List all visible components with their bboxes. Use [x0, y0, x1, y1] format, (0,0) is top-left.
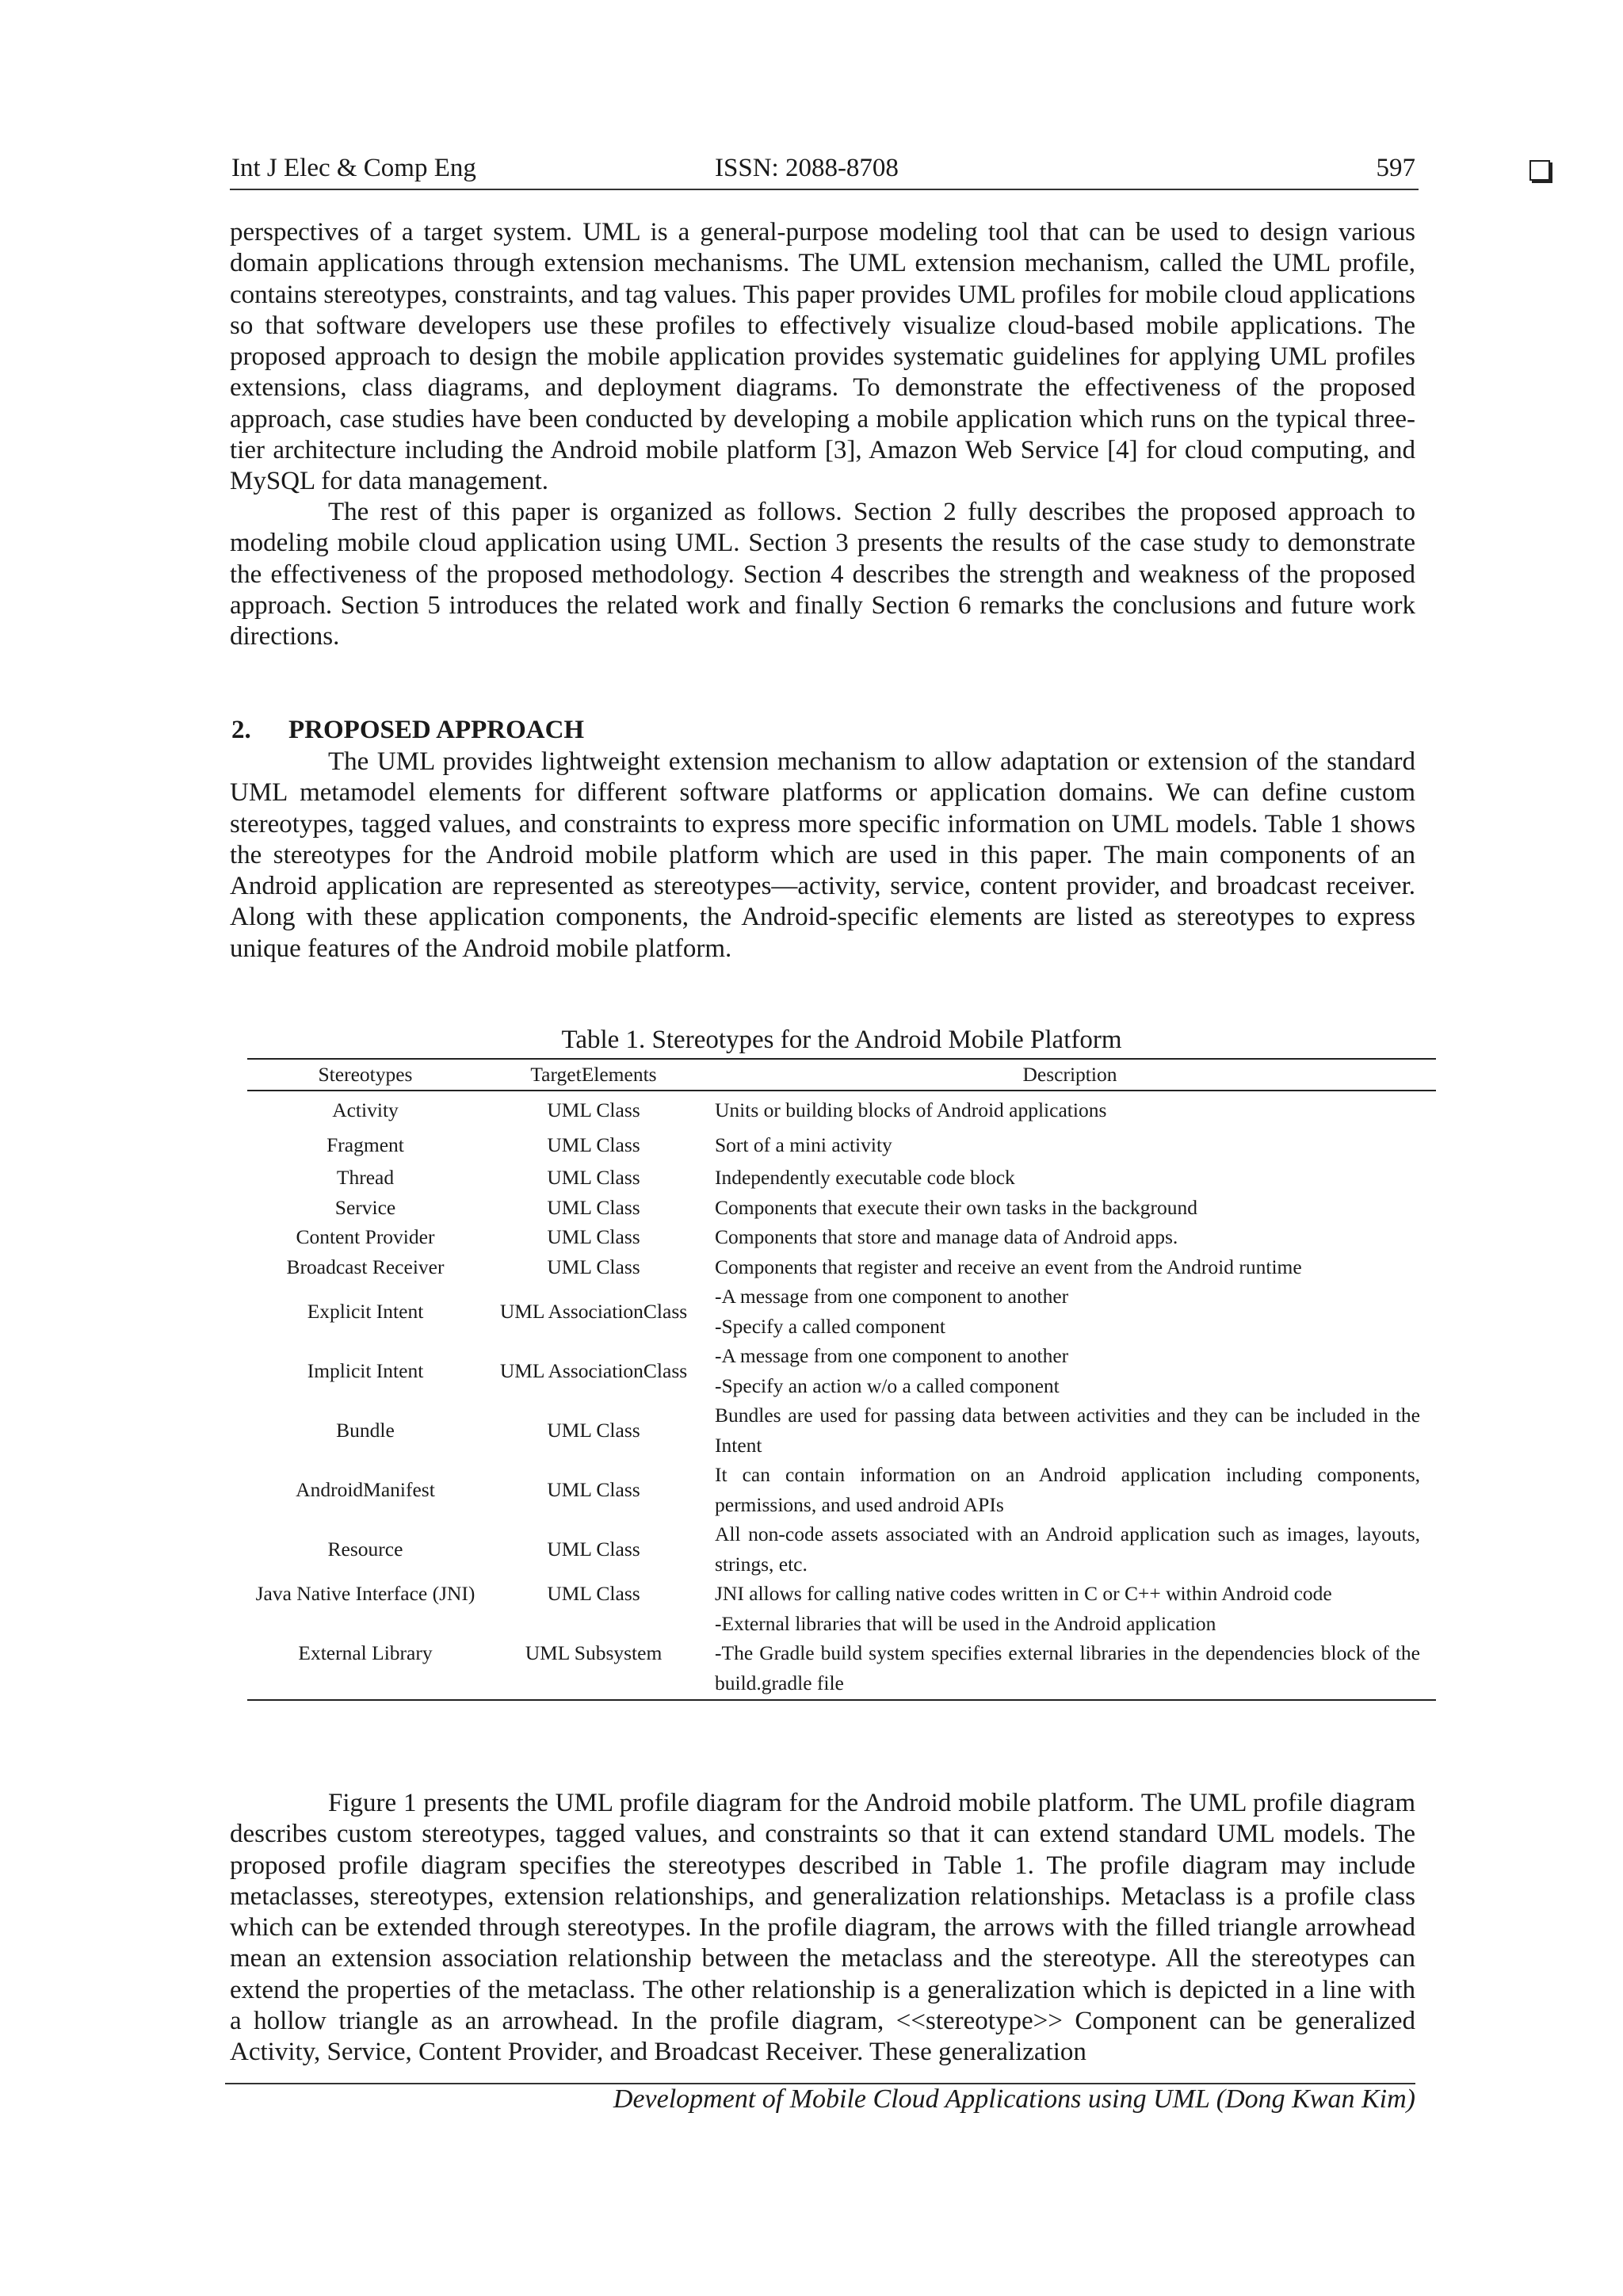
page-header — [230, 152, 1419, 190]
description-cell — [704, 1163, 1436, 1193]
target-element-cell: UML AssociationClass — [499, 1299, 688, 1323]
column-header: TargetElements — [483, 1059, 704, 1091]
stereotype-cell: Broadcast Receiver — [286, 1255, 445, 1278]
table-row — [247, 1460, 1436, 1519]
stereotype-cell: Resource — [327, 1537, 403, 1561]
description-cell — [704, 1460, 1436, 1519]
stereotype-cell: External Library — [298, 1641, 433, 1664]
paragraph-extension-mechanism: The UML provides lightweight extension mechanism to allow adaptation or extension of the standard UML metamodel elements for different software platforms or application domains. We can define custom stereotypes, tagged values, and constraints to express more specific information on UML models. Table 1 shows the stereotypes for the Android mobile platform which are used in this paper. The main components of an Android application are represented as stereotypes—activity, service, content provider, and broadcast receiver. Along with these application components, the Android-specific elements are listed as stereotypes to express unique features of the Android mobile platform. — [230, 747, 1415, 963]
description-cell — [704, 1282, 1436, 1341]
description-cell — [704, 1400, 1436, 1460]
paragraph-intro-continued: perspectives of a target system. UML is a general-purpose modeling tool that can be used to design various domain applications through extension mechanisms. The UML extension mechanism, called the UML profile, contains stereotypes, constraints, and tag values. This paper provides UML profiles for mobile cloud applications so that software developers use these profiles to effectively visualize cloud-based mobile applications. The proposed approach to design the mobile application provides systematic guidelines for applying UML profiles extensions, class diagrams, and deployment diagrams. To demonstrate the effectiveness of the proposed approach, case studies have been conducted by developing a mobile application which runs on the typical three-tier architecture including the Android mobile platform [3], Amazon Web Service [4] for cloud computing, and MySQL for data management. — [230, 218, 1415, 496]
target-element-cell: UML Class — [547, 1418, 640, 1442]
column-header: Description — [704, 1059, 1436, 1091]
description-cell — [704, 1519, 1436, 1579]
description-cell — [704, 1252, 1436, 1282]
description-cell — [704, 1091, 1436, 1128]
target-element-cell: UML Class — [547, 1255, 640, 1278]
stereotype-cell: Activity — [332, 1098, 399, 1122]
description-line: -A message from one component to another — [715, 1344, 1069, 1367]
description-line: Components that execute their own tasks in the background — [715, 1195, 1198, 1219]
stereotype-cell: Service — [334, 1195, 396, 1219]
description-cell — [704, 1341, 1436, 1400]
description-line: JNI allows for calling native codes written in C or C++ within Android code — [715, 1582, 1332, 1605]
description-line: Components that store and manage data of Android apps. — [715, 1225, 1178, 1248]
table-row — [247, 1128, 1436, 1163]
target-element-cell: UML Class — [547, 1195, 640, 1219]
issn: ISSN: 2088-8708 — [715, 154, 899, 182]
stereotype-cell: Thread — [336, 1166, 395, 1189]
stereotype-cell: Java Native Interface (JNI) — [255, 1582, 475, 1605]
target-element-cell: UML Class — [547, 1166, 640, 1189]
description-line: -External libraries that will be used in the Android application — [715, 1611, 1216, 1635]
table-row — [247, 1519, 1436, 1579]
table-row — [247, 1163, 1436, 1193]
target-element-cell: UML Class — [547, 1098, 640, 1122]
stereotype-cell: Bundle — [336, 1418, 395, 1442]
description-line: All non-code assets associated with an Android application such as images, layouts, strings, etc. — [715, 1522, 1420, 1576]
table-row — [247, 1282, 1436, 1341]
table-row — [247, 1252, 1436, 1282]
description-line: -A message from one component to another — [715, 1285, 1069, 1308]
target-element-cell: UML Class — [547, 1537, 640, 1561]
table-row — [247, 1222, 1436, 1252]
section-number: 2. — [231, 716, 251, 744]
paragraph-organization: The rest of this paper is organized as follows. Section 2 fully describes the proposed approach to modeling mobile cloud application using UML. Section 3 presents the results of the case study to demonstrate the effectiveness of the proposed methodology. Section 4 describes the strength and weakness of the proposed approach. Section 5 introduces the related work and finally Section 6 remarks the conclusions and future work directions. — [230, 498, 1415, 651]
description-cell — [704, 1193, 1436, 1223]
table-row — [247, 1400, 1436, 1460]
stereotype-cell: Fragment — [327, 1133, 404, 1157]
table-row — [247, 1579, 1436, 1609]
table-row — [247, 1193, 1436, 1223]
table-header-row — [247, 1059, 1436, 1091]
target-element-cell: UML Class — [547, 1225, 640, 1248]
description-line: Sort of a mini activity — [715, 1133, 892, 1157]
description-cell — [704, 1222, 1436, 1252]
section-heading — [231, 716, 584, 745]
square-bullet-icon — [1529, 160, 1550, 181]
journal-name: Int J Elec & Comp Eng — [231, 154, 476, 182]
description-line: It can contain information on an Android application including components, permissions, and used android APIs — [715, 1463, 1420, 1516]
section-title: PROPOSED APPROACH — [288, 716, 585, 744]
description-cell — [704, 1579, 1436, 1609]
target-element-cell: UML Subsystem — [525, 1641, 663, 1664]
description-cell — [704, 1128, 1436, 1163]
target-element-cell: UML Class — [547, 1133, 640, 1157]
table-row — [247, 1341, 1436, 1400]
stereotypes-table — [247, 1058, 1436, 1701]
running-footer: Development of Mobile Cloud Applications using UML (Dong Kwan Kim) — [613, 2084, 1415, 2114]
table-caption: Table 1. Stereotypes for the Android Mobile Platform — [561, 1026, 1122, 1054]
description-line: Independently executable code block — [715, 1166, 1015, 1189]
stereotype-cell: Explicit Intent — [307, 1299, 424, 1323]
description-line: -Specify a called component — [715, 1314, 946, 1338]
stereotype-cell: Content Provider — [296, 1225, 435, 1248]
description-line: -Specify an action w/o a called component — [715, 1373, 1060, 1397]
target-element-cell: UML Class — [547, 1477, 640, 1501]
stereotype-cell: Implicit Intent — [307, 1358, 424, 1382]
target-element-cell: UML AssociationClass — [499, 1358, 688, 1382]
stereotype-cell: AndroidManifest — [296, 1477, 435, 1501]
table-body — [247, 1091, 1436, 1700]
table-row — [247, 1091, 1436, 1128]
description-line: -The Gradle build system specifies external libraries in the dependencies block of the build.gradle file — [715, 1641, 1420, 1694]
description-cell — [704, 1609, 1436, 1701]
page-number: 597 — [1376, 154, 1415, 182]
table-row — [247, 1609, 1436, 1701]
description-line: Bundles are used for passing data between activities and they can be included in the Intent — [715, 1404, 1420, 1457]
target-element-cell: UML Class — [547, 1582, 640, 1605]
paragraph-profile-diagram: Figure 1 presents the UML profile diagram for the Android mobile platform. The UML profile diagram describes custom stereotypes, tagged values, and constraints so that it can extend standard UML models. The proposed profile diagram specifies the stereotypes described in Table 1. The profile diagram may include metaclasses, stereotypes, extension relationships, and generalization relationships. Metaclass is a profile class which can be extended through stereotypes. In the profile diagram, the arrows with the filled triangle arrowhead mean an extension association relationship between the metaclass and the stereotype. All the stereotypes can extend the properties of the metaclass. The other relationship is a generalization which is depicted in a line with a hollow triangle as an arrowhead. In the profile diagram, <<stereotype>> Component can be generalized Activity, Service, Content Provider, and Broadcast Receiver. These generalization — [230, 1789, 1415, 2067]
column-header: Stereotypes — [247, 1059, 483, 1091]
description-line: Units or building blocks of Android applications — [715, 1098, 1107, 1122]
description-line: Components that register and receive an event from the Android runtime — [715, 1255, 1302, 1278]
